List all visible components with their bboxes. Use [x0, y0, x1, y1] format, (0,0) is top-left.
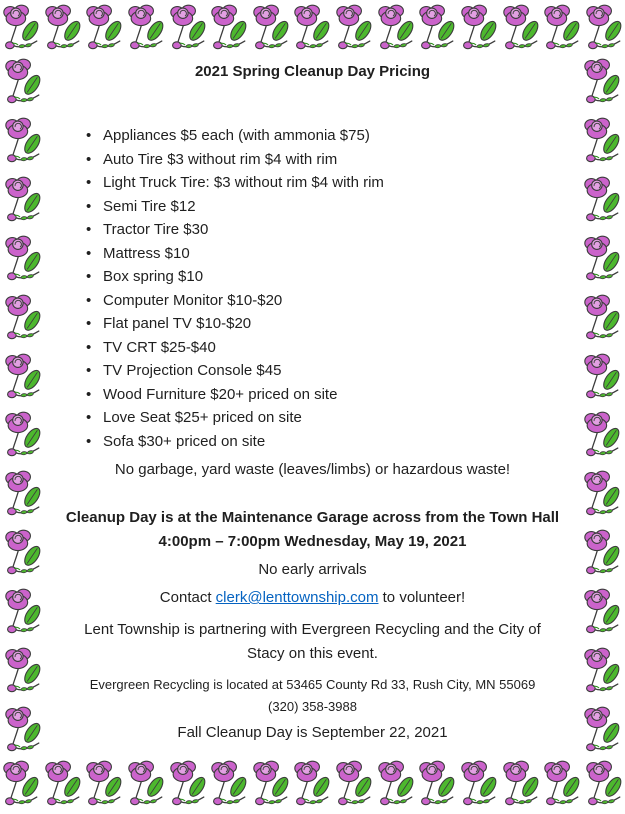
pricing-item-tv-projection-console: • TV Projection Console $45	[86, 359, 569, 383]
rose-leaf-bud-icon	[583, 116, 621, 168]
pricing-item-box-spring: • Box spring $10	[86, 265, 569, 289]
pricing-item-wood-furniture: • Wood Furniture $20+ priced on site	[86, 383, 569, 407]
rose-leaf-bud-icon	[377, 3, 415, 55]
event-location-line: Cleanup Day is at the Maintenance Garage across from the Town Hall	[65, 509, 560, 526]
pricing-item-love-seat: • Love Seat $25+ priced on site	[86, 406, 569, 430]
rose-leaf-bud-icon	[418, 759, 456, 811]
pricing-item-light-truck-tire: • Light Truck Tire: $3 without rim $4 with rim	[86, 171, 569, 195]
rose-leaf-bud-icon	[583, 352, 621, 404]
rose-leaf-bud-icon	[210, 3, 248, 55]
rose-leaf-bud-icon	[460, 759, 498, 811]
contact-prefix: Contact	[159, 589, 216, 606]
rose-leaf-bud-icon	[4, 175, 42, 227]
no-waste-note: No garbage, yard waste (leaves/limbs) or hazardous waste!	[114, 461, 511, 478]
rose-leaf-bud-icon	[4, 705, 42, 757]
rose-leaf-bud-icon	[377, 759, 415, 811]
rose-leaf-bud-icon	[4, 528, 42, 580]
rose-leaf-bud-icon	[583, 469, 621, 521]
rose-leaf-bud-icon	[583, 57, 621, 109]
rose-leaf-bud-icon	[4, 293, 42, 345]
no-early-arrivals-note: No early arrivals	[258, 561, 367, 578]
pricing-item-mattress: • Mattress $10	[86, 242, 569, 266]
rose-leaf-bud-icon	[335, 759, 373, 811]
event-datetime-line: 4:00pm – 7:00pm Wednesday, May 19, 2021	[158, 533, 467, 550]
pricing-item-flat-panel-tv: • Flat panel TV $10-$20	[86, 312, 569, 336]
rose-leaf-bud-icon	[4, 116, 42, 168]
rose-leaf-bud-icon	[127, 3, 165, 55]
partnership-note: Lent Township is partnering with Evergreen Recycling and the City of Stacy on this event.	[84, 621, 541, 662]
rose-leaf-bud-icon	[583, 587, 621, 639]
rose-leaf-bud-icon	[583, 646, 621, 698]
rose-leaf-bud-icon	[293, 759, 331, 811]
rose-leaf-bud-icon	[210, 759, 248, 811]
pricing-list	[56, 124, 569, 453]
event-details	[56, 506, 569, 554]
pricing-item-tractor-tire: • Tractor Tire $30	[86, 218, 569, 242]
recycler-address-line: Evergreen Recycling is located at 53465 County Rd 33, Rush City, MN 55069	[89, 677, 536, 692]
rose-leaf-bud-icon	[543, 3, 581, 55]
rose-leaf-bud-icon	[585, 3, 623, 55]
rose-leaf-bud-icon	[418, 3, 456, 55]
rose-leaf-bud-icon	[252, 3, 290, 55]
rose-leaf-bud-icon	[85, 759, 123, 811]
contact-suffix: to volunteer!	[378, 589, 466, 606]
rose-leaf-bud-icon	[4, 646, 42, 698]
rose-leaf-bud-icon	[502, 759, 540, 811]
pricing-item-auto-tire: • Auto Tire $3 without rim $4 with rim	[86, 148, 569, 172]
floral-border-bottom	[2, 759, 623, 811]
pricing-item-semi-tire: • Semi Tire $12	[86, 195, 569, 219]
rose-leaf-bud-icon	[85, 3, 123, 55]
recycler-info	[56, 674, 569, 718]
rose-leaf-bud-icon	[583, 705, 621, 757]
rose-leaf-bud-icon	[4, 469, 42, 521]
page-title: 2021 Spring Cleanup Day Pricing	[194, 63, 431, 80]
pricing-item-tv-crt: • TV CRT $25-$40	[86, 336, 569, 360]
rose-leaf-bud-icon	[583, 293, 621, 345]
pricing-item-computer-monitor: • Computer Monitor $10-$20	[86, 289, 569, 313]
contact-email-link[interactable]: clerk@lenttownship.com	[215, 589, 379, 606]
rose-leaf-bud-icon	[293, 3, 331, 55]
rose-leaf-bud-icon	[583, 175, 621, 227]
rose-leaf-bud-icon	[2, 759, 40, 811]
recycler-phone-line: (320) 358-3988	[268, 699, 357, 714]
contact-line	[56, 588, 569, 608]
rose-leaf-bud-icon	[502, 3, 540, 55]
rose-leaf-bud-icon	[335, 3, 373, 55]
flyer-content	[56, 54, 569, 743]
rose-leaf-bud-icon	[169, 3, 207, 55]
pricing-item-appliances: • Appliances $5 each (with ammonia $75)	[86, 124, 569, 148]
floral-border-top	[2, 3, 623, 55]
rose-leaf-bud-icon	[4, 57, 42, 109]
fall-cleanup-note: Fall Cleanup Day is September 22, 2021	[177, 724, 448, 741]
rose-leaf-bud-icon	[460, 3, 498, 55]
floral-border-left	[4, 57, 42, 757]
floral-border-right	[583, 57, 621, 757]
rose-leaf-bud-icon	[543, 759, 581, 811]
rose-leaf-bud-icon	[4, 587, 42, 639]
rose-leaf-bud-icon	[127, 759, 165, 811]
rose-leaf-bud-icon	[4, 352, 42, 404]
rose-leaf-bud-icon	[583, 528, 621, 580]
rose-leaf-bud-icon	[2, 3, 40, 55]
rose-leaf-bud-icon	[4, 234, 42, 286]
rose-leaf-bud-icon	[585, 759, 623, 811]
rose-leaf-bud-icon	[44, 759, 82, 811]
rose-leaf-bud-icon	[44, 3, 82, 55]
pricing-item-sofa: • Sofa $30+ priced on site	[86, 430, 569, 454]
rose-leaf-bud-icon	[252, 759, 290, 811]
rose-leaf-bud-icon	[583, 410, 621, 462]
rose-leaf-bud-icon	[169, 759, 207, 811]
rose-leaf-bud-icon	[4, 410, 42, 462]
rose-leaf-bud-icon	[583, 234, 621, 286]
